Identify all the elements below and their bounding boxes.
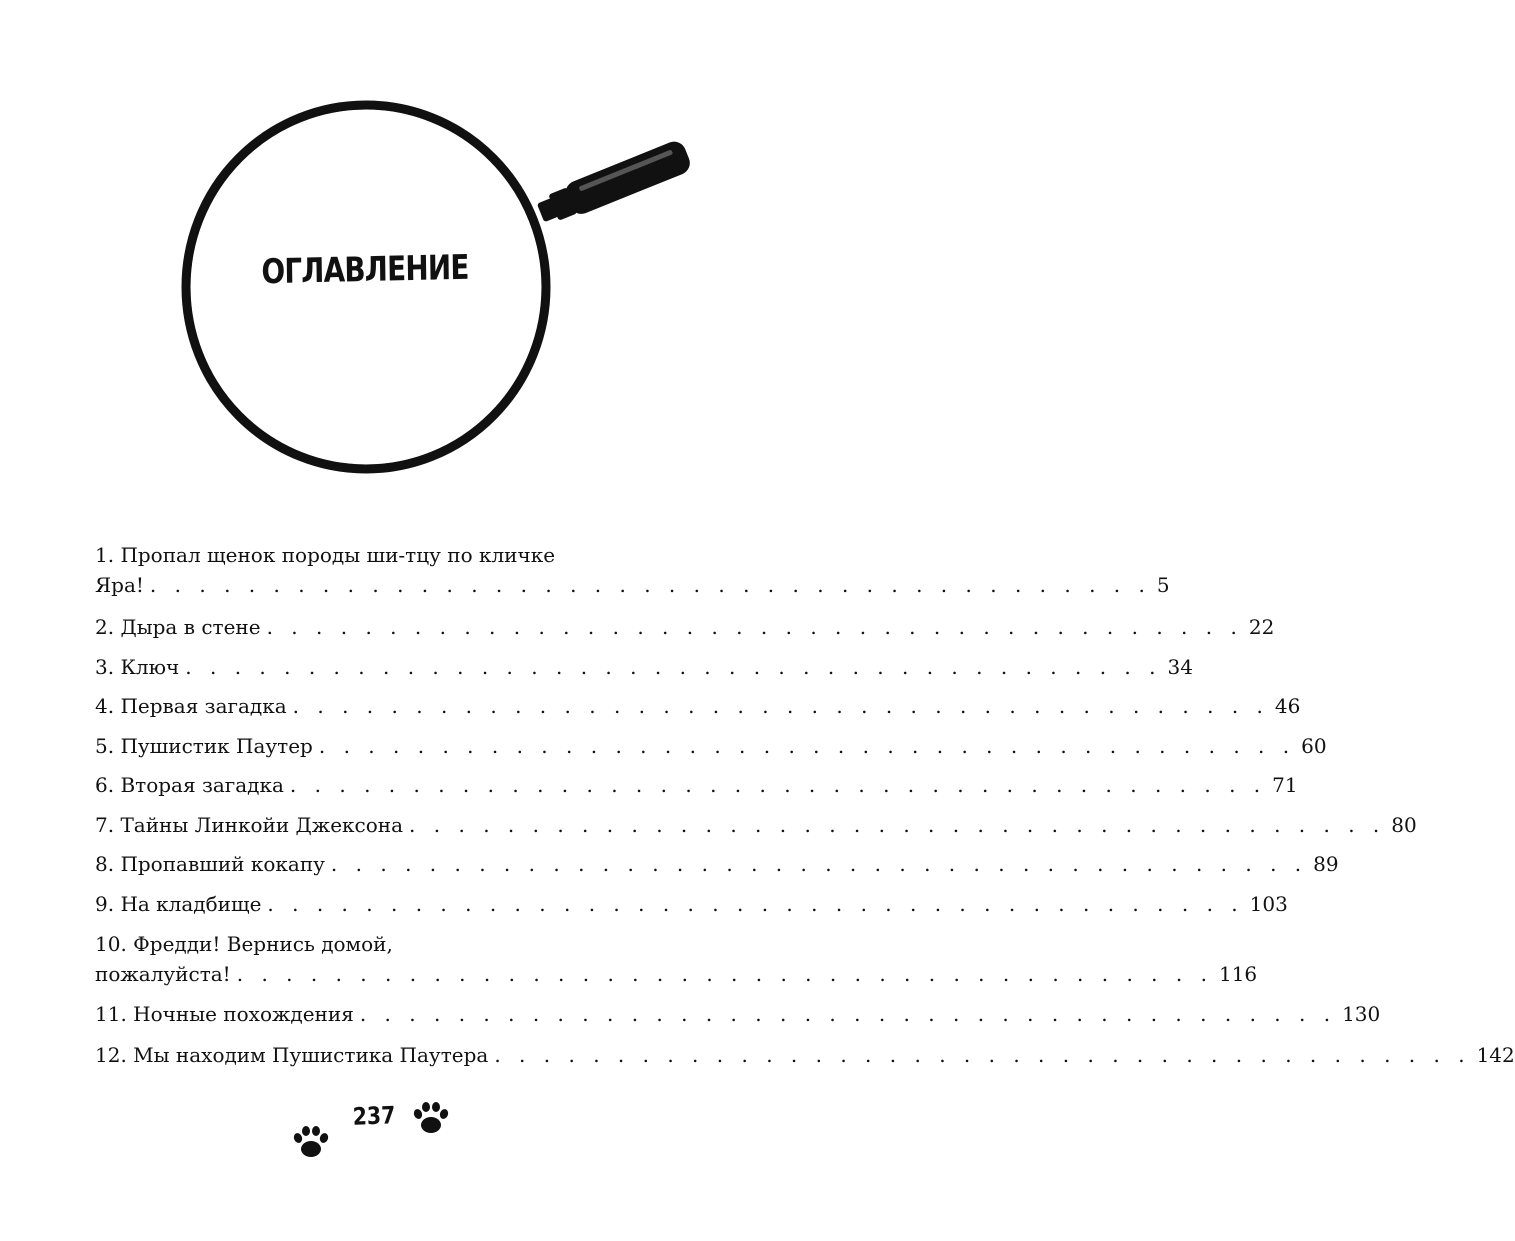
toc-entry-title: 9. На кладбище — [95, 892, 262, 916]
toc-entry-title-continued: пожалуйста! — [95, 962, 231, 986]
toc-entry-title: 10. Фредди! Вернись домой, — [95, 932, 393, 956]
page-number: 237 — [352, 1101, 396, 1131]
toc-entry-10 — [95, 929, 1258, 989]
toc-leader-dots: . . . . . . . . . . . . . . . . . . . . . . . . . . . . . . . . . . . . . . . . — [330, 852, 1308, 876]
toc-entry-title: 6. Вторая загадка — [95, 773, 284, 797]
toc-page-number: 71 — [1272, 773, 1298, 797]
toc-entry-title: 4. Первая загадка — [95, 694, 287, 718]
toc-entry-title: 1. Пропал щенок породы ши-тцу по кличке — [95, 543, 556, 567]
toc-leader-dots: . . . . . . . . . . . . . . . . . . . . . . . . . . . . . . . . . . . . . . . . — [267, 892, 1244, 916]
toc-leader-dots: . . . . . . . . . . . . . . . . . . . . . . . . . . . . . . . . . . . . . . . . — [359, 1002, 1337, 1026]
toc-entry-6 — [95, 770, 1298, 800]
toc-leader-dots: . . . . . . . . . . . . . . . . . . . . . . . . . . . . . . . . . . . . . . . . — [236, 962, 1213, 986]
toc-leader-dots: . . . . . . . . . . . . . . . . . . . . . . . . . . . . . . . . . . . . . . . . — [494, 1043, 1471, 1067]
toc-entry-title: 5. Пушистик Паутер — [95, 734, 313, 758]
toc-page-number: 46 — [1274, 694, 1301, 718]
toc-entry-3 — [95, 652, 1193, 682]
page-footer — [290, 1098, 460, 1168]
toc-page-number: 80 — [1391, 813, 1417, 837]
toc-page-number: 89 — [1313, 852, 1339, 876]
toc-leader-dots: . . . . . . . . . . . . . . . . . . . . . . . . . . . . . . . . . . . . . . . . — [289, 773, 1267, 797]
toc-entry-5 — [95, 731, 1327, 761]
toc-entry-title: 2. Дыра в стене — [95, 615, 261, 639]
page-title: ОГЛАВЛЕНИЕ — [261, 247, 469, 293]
toc-page-number: 142 — [1476, 1043, 1515, 1067]
toc-leader-dots: . . . . . . . . . . . . . . . . . . . . . . . . . . . . . . . . . . . . . . . . — [292, 694, 1269, 718]
toc-entry-12 — [95, 1040, 1515, 1070]
toc-page-number: 130 — [1342, 1002, 1381, 1026]
toc-entry-title: 12. Мы находим Пушистика Паутера — [95, 1043, 489, 1067]
toc-entry-4 — [95, 691, 1301, 721]
toc-entry-title: 3. Ключ — [95, 655, 180, 679]
toc-leader-dots: . . . . . . . . . . . . . . . . . . . . . . . . . . . . . . . . . . . . . . . . — [318, 734, 1296, 758]
paw-print-icon — [290, 1124, 330, 1162]
toc-page-number: 60 — [1301, 734, 1327, 758]
toc-entry-title: 11. Ночные похождения — [95, 1002, 354, 1026]
toc-entry-9 — [95, 889, 1288, 919]
toc-entry-8 — [95, 849, 1339, 879]
toc-page-number: 103 — [1249, 892, 1288, 916]
toc-entry-2 — [95, 612, 1275, 642]
toc-leader-dots: . . . . . . . . . . . . . . . . . . . . . . . . . . . . . . . . . . . . . . . . — [409, 813, 1386, 837]
toc-leader-dots: . . . . . . . . . . . . . . . . . . . . . . . . . . . . . . . . . . . . . . . . — [185, 655, 1162, 679]
toc-entry-title: 7. Тайны Линкойи Джексона — [95, 813, 404, 837]
toc-page-number: 34 — [1167, 655, 1193, 679]
toc-leader-dots: . . . . . . . . . . . . . . . . . . . . . . . . . . . . . . . . . . . . . . . . — [266, 615, 1243, 639]
toc-entry-7 — [95, 810, 1417, 840]
toc-page-number: 5 — [1156, 573, 1170, 597]
toc-entry-11 — [95, 999, 1381, 1029]
toc-entry-1 — [95, 540, 1170, 600]
toc-page-number: 22 — [1248, 615, 1275, 639]
toc-leader-dots: . . . . . . . . . . . . . . . . . . . . . . . . . . . . . . . . . . . . . . . . . — [149, 573, 1151, 597]
toc-entry-title-continued: Яра! — [95, 573, 144, 597]
paw-print-icon — [410, 1100, 450, 1138]
toc-page-number: 116 — [1218, 962, 1258, 986]
toc-entry-title: 8. Пропавший кокапу — [95, 852, 325, 876]
